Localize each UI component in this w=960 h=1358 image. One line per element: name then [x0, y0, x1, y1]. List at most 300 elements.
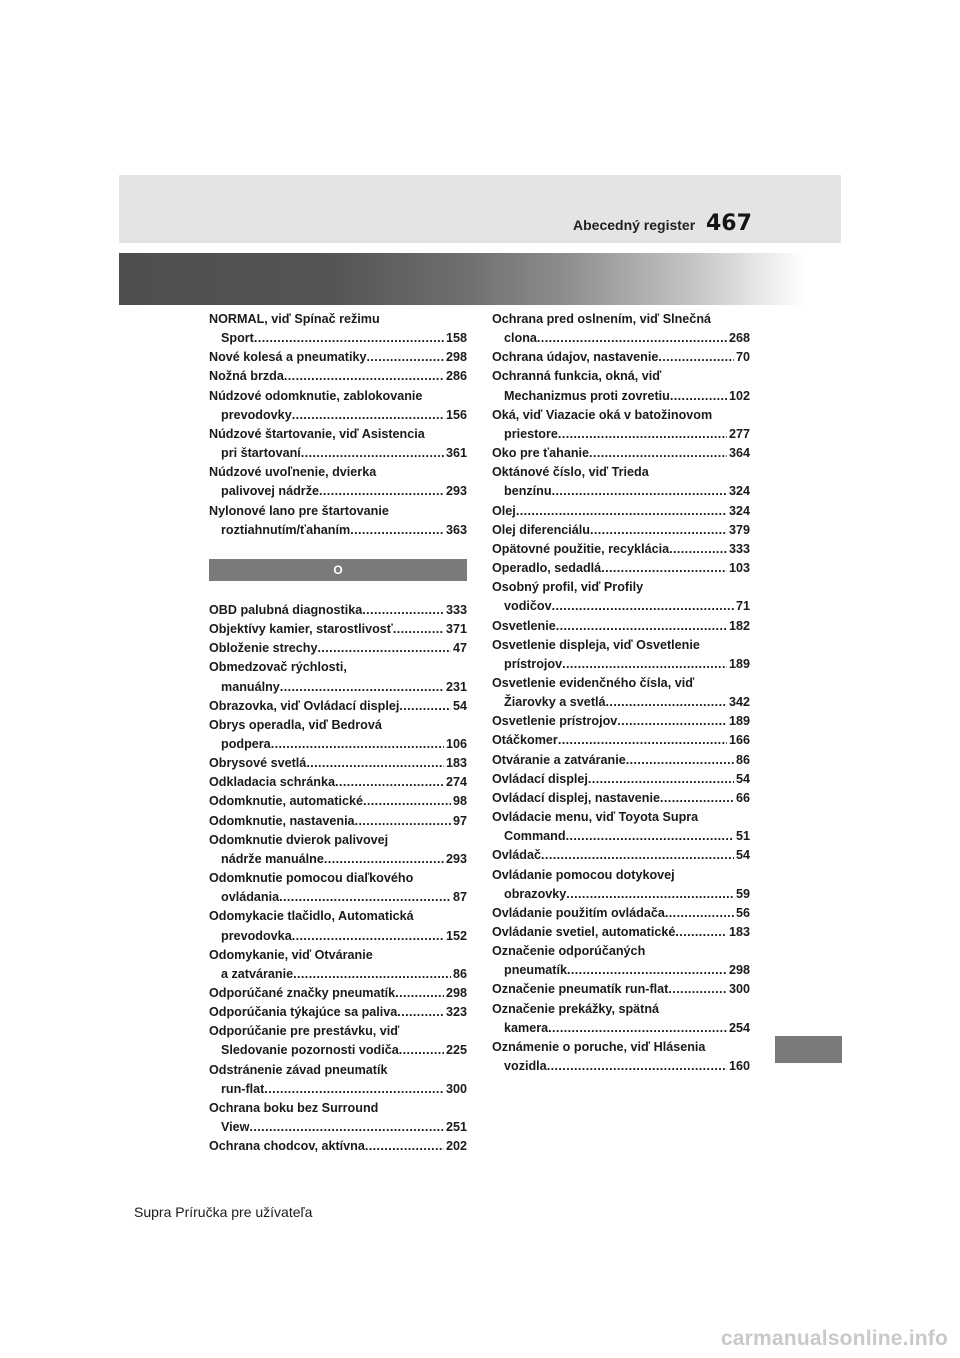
index-entry [492, 406, 750, 444]
index-entry-line [492, 712, 750, 731]
dot-leader [601, 559, 727, 578]
dot-leader [589, 444, 727, 463]
index-page-ref: 47 [452, 641, 467, 656]
dot-leader [665, 904, 734, 923]
index-entry-text: prevodovka [221, 928, 292, 943]
index-entry-text: NORMAL, viď Spínač režimu [209, 312, 380, 326]
index-entry-line [209, 831, 467, 850]
index-entry-text: Núdzové odomknutie, zablokovanie [209, 388, 423, 403]
dot-leader [284, 367, 444, 386]
index-entry [492, 942, 750, 980]
index-entry-text: Command [504, 829, 566, 844]
index-page-ref: 183 [728, 925, 750, 939]
index-entry [492, 617, 750, 636]
index-page-ref: 298 [728, 963, 750, 978]
dot-leader [588, 770, 734, 789]
footer-text: Supra Príručka pre užívateľa [134, 1204, 313, 1220]
index-entry-line [209, 792, 467, 811]
index-entry-line [209, 387, 467, 406]
dot-leader [367, 348, 444, 367]
dot-leader [566, 885, 734, 904]
index-page-ref: 71 [735, 599, 750, 614]
index-entry [492, 348, 750, 367]
index-entry-text: pneumatík [504, 963, 567, 978]
index-entry [492, 866, 750, 904]
index-entry-line [209, 888, 467, 907]
index-entry [209, 601, 467, 620]
page-number: 467 [706, 211, 752, 236]
index-entry [492, 751, 750, 770]
index-page-ref: 66 [735, 790, 750, 805]
index-page-ref: 189 [728, 656, 750, 671]
watermark: carmanualsonline.info [720, 1327, 948, 1350]
index-page-ref: 379 [728, 522, 750, 537]
index-entry [492, 1038, 750, 1076]
index-entry-line [492, 961, 750, 980]
index-page-ref: 183 [445, 756, 467, 771]
dot-leader [350, 521, 444, 540]
index-entry [209, 463, 467, 501]
index-page-ref: 268 [728, 331, 750, 346]
index-entry-text: Otváranie a zatváranie [492, 752, 626, 767]
index-page-ref: 298 [445, 350, 467, 365]
index-entry-line [209, 716, 467, 735]
index-entry-line [492, 1000, 750, 1019]
index-page-ref: 361 [445, 446, 467, 461]
index-entry-text: Odomykacie tlačidlo, Automatická [209, 909, 414, 924]
index-entry-text: Ochrana chodcov, aktívna [209, 1139, 365, 1154]
index-page-ref: 158 [445, 331, 467, 346]
dot-leader [292, 406, 444, 425]
index-entry-line [209, 1137, 467, 1156]
index-entry [209, 658, 467, 696]
index-page-ref: 156 [445, 407, 467, 422]
index-entry-line [209, 1041, 467, 1060]
index-entry-text: Odstránenie závad pneumatík [209, 1062, 388, 1077]
index-entry-line [209, 946, 467, 965]
index-group-o-continued [492, 310, 750, 1076]
index-entry-text: Ochranná funkcia, okná, viď [492, 369, 662, 384]
index-entry-text: manuálny [221, 679, 280, 694]
index-entry-text: roztiahnutím/ťahaním [221, 522, 351, 537]
dot-leader [617, 712, 727, 731]
index-entry [492, 731, 750, 750]
dot-leader [397, 1003, 444, 1022]
dot-leader [552, 482, 727, 501]
index-entry-line [492, 540, 750, 559]
index-entry-line [209, 754, 467, 773]
dot-leader [558, 425, 727, 444]
thumb-index-tab [775, 1036, 842, 1063]
index-entry-line [209, 850, 467, 869]
index-entry-line [209, 348, 467, 367]
index-entry-line [209, 310, 467, 329]
index-entry-text: Ovládanie použitím ovládača [492, 905, 665, 920]
index-entry-line [492, 693, 750, 712]
index-entry-text: Obrys operadla, viď Bedrová [209, 717, 382, 732]
dot-leader [363, 792, 451, 811]
index-entry-line [492, 521, 750, 540]
index-entry [492, 444, 750, 463]
dot-leader [606, 693, 727, 712]
index-entry-line [209, 601, 467, 620]
index-entry-text: OBD palubná diagnostika [209, 602, 363, 617]
index-page-ref: 371 [445, 622, 467, 637]
dot-leader [590, 521, 727, 540]
index-page-ref: 182 [728, 618, 750, 633]
index-entry-line [492, 387, 750, 406]
index-entry-line [492, 674, 750, 693]
index-page-ref: 59 [735, 886, 750, 901]
index-entry-text: Osobný profil, viď Profily [492, 580, 644, 595]
index-page-ref: 333 [728, 541, 750, 556]
index-entry-text: Ovládací displej, nastavenie [492, 790, 660, 805]
index-entry-line [492, 425, 750, 444]
index-entry-line [209, 658, 467, 677]
index-entry-line [209, 735, 467, 754]
index-entry-text: Obloženie strechy [209, 641, 318, 656]
index-entry-text: prístrojov [504, 656, 563, 671]
dot-leader [335, 773, 444, 792]
index-entry-text: Sport [221, 331, 254, 346]
index-entry [209, 1137, 467, 1156]
index-page-ref: 202 [445, 1139, 467, 1154]
index-entry [209, 348, 467, 367]
index-entry-line [492, 942, 750, 961]
index-entry-line [492, 578, 750, 597]
index-entry-text: Odporúčania týkajúce sa paliva [209, 1005, 398, 1020]
index-entry-text: Odomykanie, viď Otváranie [209, 947, 373, 962]
dot-leader [279, 888, 451, 907]
index-entry [492, 463, 750, 501]
index-entry-line [492, 406, 750, 425]
index-entry-text: Osvetlenie prístrojov [492, 714, 618, 729]
index-entry [209, 697, 467, 716]
index-entry [209, 869, 467, 907]
index-entry-line [209, 869, 467, 888]
index-entry-line [209, 678, 467, 697]
index-page-ref: 251 [445, 1120, 467, 1135]
index-entry-text: obrazovky [504, 886, 567, 901]
dot-leader [670, 387, 727, 406]
index-entry [209, 620, 467, 639]
index-entry-text: Odporúčané značky pneumatík [209, 986, 396, 1000]
index-entry-text: kamera [504, 1020, 549, 1035]
dot-leader [556, 617, 727, 636]
index-page-ref: 152 [445, 928, 467, 943]
index-entry-text: Ochrana boku bez Surround [209, 1100, 379, 1115]
dot-leader [317, 639, 451, 658]
index-entry-text: Označenie prekážky, spätná [492, 1001, 660, 1016]
index-entry-text: Operadlo, sedadlá [492, 561, 602, 576]
index-entry [209, 1003, 467, 1022]
dot-leader [324, 850, 444, 869]
dot-leader [292, 927, 444, 946]
index-page-ref: 87 [452, 890, 467, 905]
index-entry-line [209, 639, 467, 658]
index-entry [209, 716, 467, 754]
index-entry-text: Obrazovka, viď Ovládací displej [209, 698, 400, 713]
index-entry-text: Odomknutie pomocou diaľkového [209, 871, 414, 886]
index-entry-text: Odomknutie, nastavenia [209, 813, 355, 828]
index-entry-line [209, 1099, 467, 1118]
index-entry [209, 1061, 467, 1099]
dot-leader [566, 827, 734, 846]
index-entry-line [209, 1080, 467, 1099]
index-entry-line [209, 620, 467, 639]
dot-leader [675, 923, 727, 942]
index-entry-text: Nylonové lano pre štartovanie [209, 503, 389, 518]
index-page-ref: 54 [452, 698, 467, 713]
index-page-ref: 231 [445, 679, 467, 694]
index-entry-line [209, 1118, 467, 1137]
index-entry-text: Obmedzovač rýchlosti, [209, 660, 347, 675]
index-entry-line [492, 808, 750, 827]
index-entry-line [492, 348, 750, 367]
index-entry-text: Osvetlenie displeja, viď Osvetlenie [492, 637, 700, 652]
index-entry-line [209, 406, 467, 425]
section-title: Abecedný register [573, 217, 696, 233]
index-entry-line [209, 1022, 467, 1041]
dot-leader [399, 697, 451, 716]
index-entry-text: Olej [492, 503, 516, 518]
index-entry-text: Nožná brzda [209, 369, 284, 384]
index-entry-text: Oká, viď Viazacie oká v batožinovom [492, 407, 713, 422]
index-column-right [492, 310, 750, 1076]
index-page-ref: 86 [452, 966, 467, 981]
index-entry-text: clona [504, 331, 537, 346]
index-entry-line [492, 559, 750, 578]
index-page-ref: 300 [728, 982, 750, 997]
index-entry-line [492, 904, 750, 923]
dot-leader [558, 731, 727, 750]
index-page-ref: 54 [735, 771, 750, 786]
index-entry [209, 387, 467, 425]
index-page-ref: 298 [445, 986, 467, 1000]
index-entry-text: Odporúčanie pre prestávku, viď [209, 1024, 400, 1039]
index-page-ref: 364 [728, 446, 750, 461]
index-entry-text: Oko pre ťahanie [492, 446, 590, 461]
index-entry-line [492, 329, 750, 348]
section-letter-band: O [209, 559, 467, 581]
index-entry-line [209, 984, 467, 1003]
index-page-ref: 333 [445, 602, 467, 617]
index-entry-text: pri štartovaní [221, 446, 301, 461]
index-entry-line [492, 482, 750, 501]
index-entry-line [209, 367, 467, 386]
index-entry-text: vodičov [504, 599, 552, 614]
index-entry-line [209, 1061, 467, 1080]
index-entry-text: a zatváranie [221, 966, 294, 981]
index-entry-text: Olej diferenciálu [492, 522, 590, 537]
index-entry-line [209, 444, 467, 463]
index-entry-line [209, 907, 467, 926]
index-entry-line [492, 770, 750, 789]
index-entry-line [209, 697, 467, 716]
index-entry-line [492, 1019, 750, 1038]
index-page-ref: 106 [445, 736, 467, 751]
index-entry-line [492, 1038, 750, 1057]
index-entry-text: benzínu [504, 484, 552, 499]
dot-leader [271, 735, 444, 754]
index-entry-text: View [221, 1120, 250, 1135]
index-entry-line [492, 636, 750, 655]
index-entry [492, 578, 750, 616]
index-entry-text: Oktánové číslo, viď Trieda [492, 465, 649, 480]
dot-leader [562, 655, 727, 674]
index-entry-text: podpera [221, 736, 271, 751]
index-entry [209, 812, 467, 831]
index-entry [209, 831, 467, 869]
index-entry [492, 367, 750, 405]
dot-leader [547, 1057, 727, 1076]
index-page-ref: 98 [452, 794, 467, 809]
index-entry-line [492, 310, 750, 329]
index-page-ref: 166 [728, 733, 750, 748]
index-entry-line [492, 463, 750, 482]
index-entry [492, 980, 750, 999]
index-entry [209, 946, 467, 984]
header-gradient-bar [119, 253, 841, 305]
index-entry-line [209, 773, 467, 792]
index-entry-text: Mechanizmus proti zovretiu [504, 388, 670, 403]
index-entry [492, 559, 750, 578]
index-entry-text: Odomknutie, automatické [209, 794, 363, 809]
index-entry-text: run-flat [221, 1081, 265, 1096]
index-page-ref: 97 [452, 813, 467, 828]
dot-leader [399, 1041, 444, 1060]
index-entry-line [209, 521, 467, 540]
index-entry [492, 712, 750, 731]
index-entry [209, 1099, 467, 1137]
index-entry [492, 904, 750, 923]
index-entry-text: Žiarovky a svetlá [504, 695, 606, 710]
index-entry-text: Ochrana pred oslnením, viď Slnečná [492, 312, 712, 326]
index-entry-line [209, 965, 467, 984]
index-entry [209, 639, 467, 658]
index-entry [209, 367, 467, 386]
index-page-ref: 225 [445, 1043, 467, 1058]
index-entry-text: Označenie pneumatík run-flat [492, 982, 669, 997]
dot-leader [254, 329, 444, 348]
index-entry-line [492, 655, 750, 674]
index-entry-text: nádrže manuálne [221, 851, 324, 866]
index-entry-line [209, 482, 467, 501]
index-entry [492, 923, 750, 942]
index-entry [209, 310, 467, 348]
index-entry [209, 425, 467, 463]
index-page-ref: 274 [445, 775, 467, 790]
index-entry [492, 502, 750, 521]
index-entry-line [492, 731, 750, 750]
index-entry-line [209, 329, 467, 348]
index-entry-text: Ovládanie pomocou dotykovej [492, 867, 675, 882]
index-entry-text: Ovládač [492, 848, 542, 863]
index-entry [492, 310, 750, 348]
index-page-ref: 300 [445, 1081, 467, 1096]
index-page-ref: 102 [728, 388, 750, 403]
index-page-ref: 293 [445, 851, 467, 866]
index-entry-text: Odkladacia schránka [209, 775, 336, 790]
index-page-ref: 293 [445, 484, 467, 499]
dot-leader [626, 751, 734, 770]
index-page-ref: 54 [735, 848, 750, 863]
index-page-ref: 160 [728, 1059, 750, 1074]
dot-leader [301, 444, 444, 463]
index-entry-text: vozidla [504, 1059, 547, 1074]
index-entry-text: Osvetlenie evidenčného čísla, viď [492, 675, 695, 690]
index-entry-line [492, 789, 750, 808]
index-entry-text: Ochrana údajov, nastavenie [492, 350, 659, 365]
index-entry-text: Osvetlenie [492, 618, 556, 633]
index-page-ref: 323 [445, 1005, 467, 1020]
index-entry [209, 792, 467, 811]
dot-leader [541, 846, 734, 865]
dot-leader [264, 1080, 444, 1099]
index-entry-line [492, 980, 750, 999]
index-entry-text: Nové kolesá a pneumatiky [209, 350, 367, 365]
index-entry-line [492, 617, 750, 636]
dot-leader [669, 540, 727, 559]
index-entry [492, 674, 750, 712]
dot-leader [552, 597, 734, 616]
index-entry-line [492, 502, 750, 521]
index-entry-text: palivovej nádrže [221, 484, 319, 499]
index-entry [209, 754, 467, 773]
dot-leader [280, 678, 444, 697]
index-entry [209, 1022, 467, 1060]
index-entry-text: Núdzové uvoľnenie, dvierka [209, 465, 377, 480]
index-entry [492, 846, 750, 865]
index-entry-text: Ovládanie svetiel, automatické [492, 925, 676, 939]
index-entry-line [209, 1003, 467, 1022]
index-entry [492, 789, 750, 808]
index-entry-line [492, 885, 750, 904]
dot-leader [395, 984, 444, 1003]
index-page-ref: 70 [735, 350, 750, 365]
index-entry [209, 502, 467, 540]
index-entry-line [209, 463, 467, 482]
index-entry-text: Ovládací displej [492, 771, 588, 786]
dot-leader [306, 754, 444, 773]
index-entry-text: Ovládacie menu, viď Toyota Supra [492, 810, 699, 825]
dot-leader [249, 1118, 444, 1137]
dot-leader [319, 482, 444, 501]
index-page-ref: 51 [735, 829, 750, 844]
index-page-ref: 277 [728, 426, 750, 441]
index-entry-line [492, 827, 750, 846]
dot-leader [567, 961, 727, 980]
dot-leader [293, 965, 451, 984]
index-entry-line [492, 444, 750, 463]
dot-leader [355, 812, 451, 831]
index-entry-text: Sledovanie pozornosti vodiča [221, 1043, 399, 1058]
index-entry-text: Odomknutie dvierok palivovej [209, 832, 389, 847]
index-entry-text: priestore [504, 426, 558, 441]
index-group-o [209, 601, 467, 1157]
index-entry-line [492, 597, 750, 616]
index-group-n [209, 310, 467, 540]
index-entry-line [209, 425, 467, 444]
dot-leader [362, 601, 444, 620]
dot-leader [668, 980, 727, 999]
index-page-ref: 56 [735, 905, 750, 920]
dot-leader [365, 1137, 444, 1156]
index-page-ref: 324 [728, 484, 750, 499]
index-entry [492, 770, 750, 789]
dot-leader [516, 502, 727, 521]
index-entry-line [209, 927, 467, 946]
